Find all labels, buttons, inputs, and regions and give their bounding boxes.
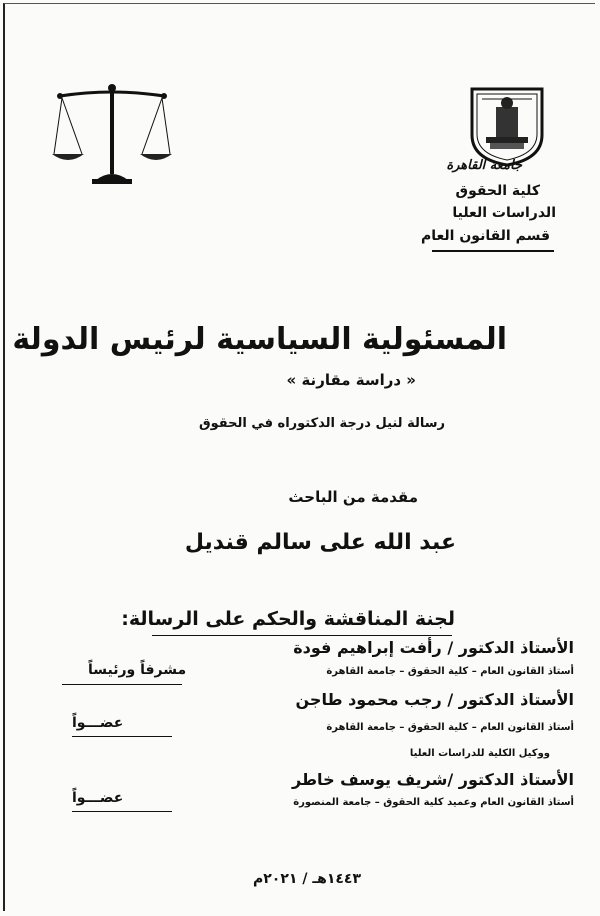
committee-title: لجنة المناقشة والحكم على الرسالة: bbox=[121, 608, 455, 630]
committee-underline bbox=[152, 635, 452, 636]
graduate-studies: الدراسات العليا bbox=[452, 205, 556, 221]
faculty-name: كلية الحقوق bbox=[455, 183, 540, 199]
department-underline bbox=[432, 250, 554, 252]
thesis-date: ١٤٤٣هـ / ٢٠٢١م bbox=[253, 871, 361, 887]
role-underline bbox=[72, 811, 172, 812]
university-seal-icon bbox=[468, 85, 546, 167]
department-name: قسم القانون العام bbox=[421, 228, 550, 244]
scales-of-justice-icon bbox=[52, 82, 172, 192]
presented-by: مقدمة من الباحث bbox=[288, 488, 418, 506]
committee-member-name: الأستاذ الدكتور / رجب محمود طاجن bbox=[295, 690, 574, 709]
committee-member-name: الأستاذ الدكتور / رأفت إبراهيم فودة bbox=[293, 638, 574, 657]
thesis-subtitle: « دراسة مقارنة » bbox=[286, 371, 416, 389]
committee-member-role: عضـــواً bbox=[72, 790, 124, 806]
committee-member-extra: ووكيل الكلية للدراسات العليا bbox=[409, 748, 550, 759]
committee-member-role: مشرفاً ورئيساً bbox=[88, 662, 187, 678]
thesis-purpose: رسالة لنيل درجة الدكتوراه في الحقوق bbox=[198, 416, 445, 431]
thesis-title: المسئولية السياسية لرئيس الدولة bbox=[12, 322, 507, 357]
committee-member-description: أستاذ القانون العام – كلية الحقوق – جامعة القاهرة bbox=[326, 722, 574, 733]
committee-member-name: الأستاذ الدكتور /شريف يوسف خاطر bbox=[292, 770, 574, 789]
role-underline bbox=[72, 736, 172, 737]
university-name: جامعة القاهرة bbox=[446, 158, 522, 173]
committee-member-description: أستاذ القانون العام وعميد كلية الحقوق – جامعة المنصورة bbox=[293, 797, 574, 808]
committee-member-role: عضـــواً bbox=[72, 715, 124, 731]
role-underline bbox=[62, 684, 182, 685]
committee-member-description: أستاذ القانون العام – كلية الحقوق – جامعة القاهرة bbox=[326, 666, 574, 677]
author-name: عبد الله على سالم قنديل bbox=[184, 530, 456, 555]
